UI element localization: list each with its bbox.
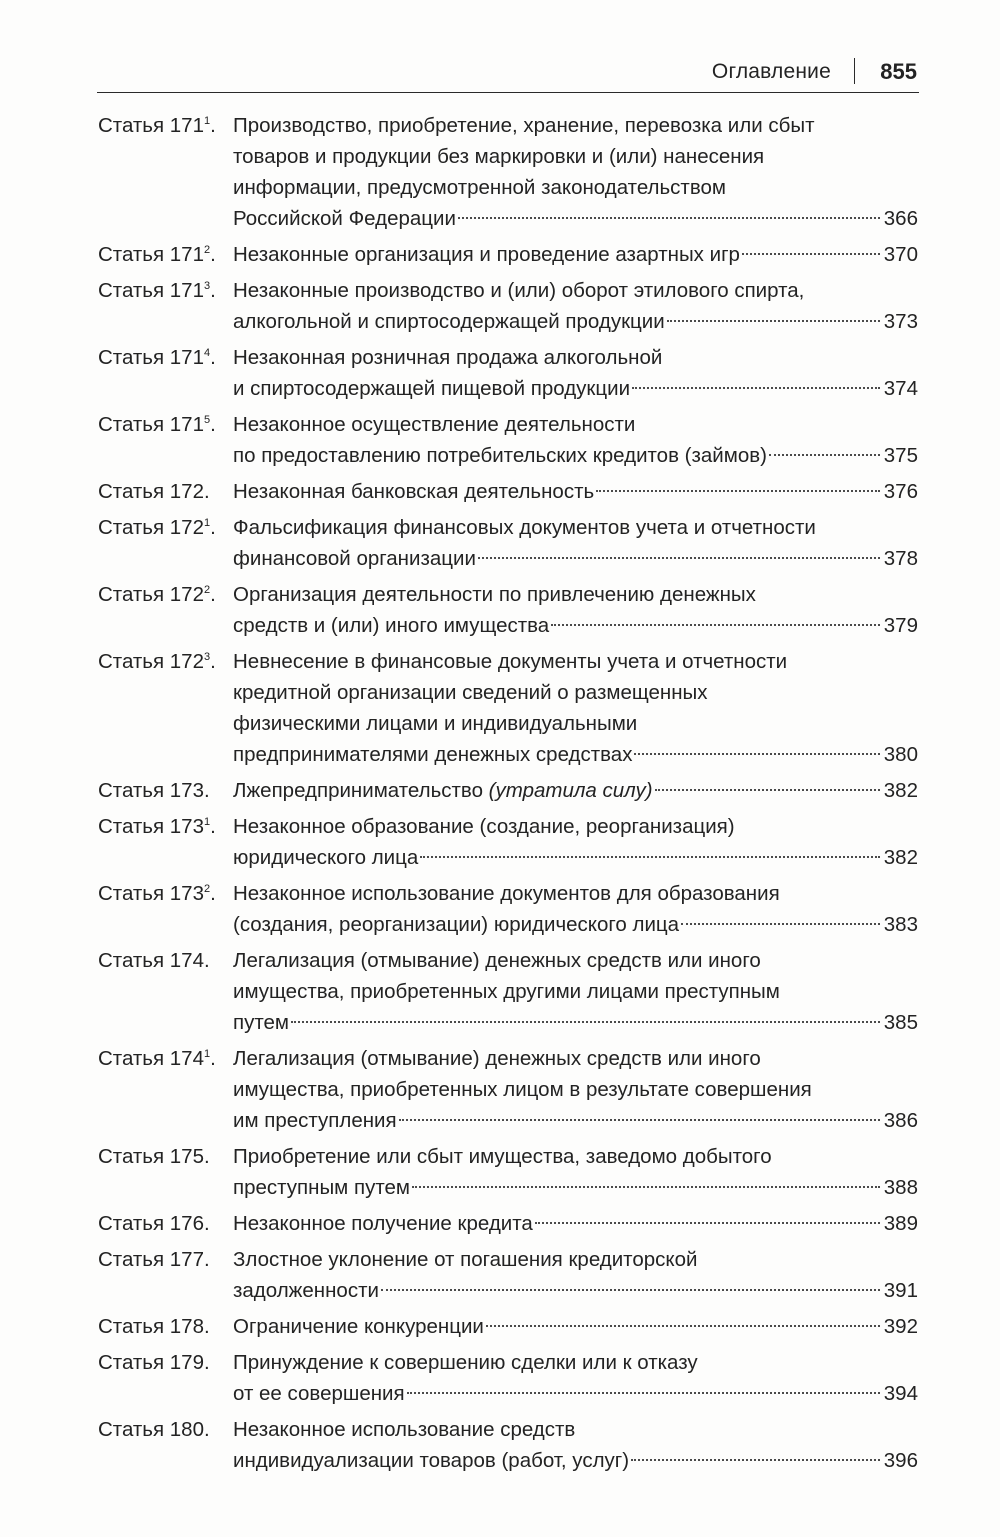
article-number: Статья 174 [98,1047,204,1070]
title-line-final [233,1172,410,1203]
title-text: преступным путем [233,1176,410,1199]
article-number: Статья 177. [98,1248,210,1271]
entry-page-number: 379 [883,614,918,637]
entry-page-number: 394 [883,1382,918,1405]
article-title [233,1414,918,1476]
dot-leader [458,217,880,219]
article-label [98,579,233,641]
table-of-contents [98,110,918,1481]
article-number: Статья 174. [98,949,210,972]
article-superscript: 1 [203,517,211,529]
page-number: 855 [880,59,917,84]
entry-page-number: 386 [883,1109,918,1132]
title-last-line [233,306,918,337]
article-superscript: 2 [203,244,211,256]
title-text: путем [233,1011,290,1034]
toc-entry [98,1311,918,1342]
article-title [233,512,918,574]
title-line: Незаконное использование средств [233,1418,576,1441]
title-note: (утратила силу) [488,779,653,802]
toc-entry [98,646,918,770]
article-number: Статья 178. [98,1315,210,1338]
dot-leader [631,1459,880,1461]
title-line-final [233,306,665,337]
title-text: алкогольной и спиртосодержащей продукции [233,310,665,333]
title-line-final [233,1445,629,1476]
article-title [233,1244,918,1306]
title-text: Незаконная банковская деятельность [233,480,595,503]
article-title [233,579,918,641]
article-number: Статья 173. [98,779,210,802]
entry-page-number: 375 [883,444,918,467]
entry-page-number: 392 [883,1315,918,1338]
title-last-line [233,476,918,507]
article-title [233,1141,918,1203]
article-superscript: 1 [203,1048,211,1060]
dot-leader [634,753,879,755]
title-text: средств и (или) иного имущества [233,614,550,637]
entry-page-number: 382 [883,846,918,869]
title-text: индивидуализации товаров (работ, услуг) [233,1449,630,1472]
toc-entry [98,275,918,337]
title-line-final [233,1378,405,1409]
dot-leader [667,320,880,322]
title-last-line [233,1172,918,1203]
entry-page-number: 388 [883,1176,918,1199]
article-title [233,239,918,270]
title-line: имущества, приобретенных другими лицами преступным [233,980,780,1003]
article-number: Статья 173 [98,882,204,905]
article-number: Статья 176. [98,1212,210,1235]
toc-entry [98,476,918,507]
dot-leader [399,1119,880,1121]
article-number: Статья 172. [98,480,210,503]
title-line-final [233,543,476,574]
article-label [98,512,233,574]
title-line: Незаконное использование документов для образования [233,882,780,905]
article-number: Статья 172 [98,516,204,539]
title-line: Приобретение или сбыт имущества, заведомо добытого [233,1145,772,1168]
dot-leader [535,1222,880,1224]
title-last-line [233,1378,918,1409]
entry-page-number: 396 [883,1449,918,1472]
article-title [233,275,918,337]
title-line-final [233,373,630,404]
article-number: Статья 171 [98,413,204,436]
article-dot: . [210,413,216,436]
entry-page-number: 378 [883,547,918,570]
title-last-line [233,610,918,641]
entry-page-number: 391 [883,1279,918,1302]
article-superscript: 3 [203,280,211,292]
title-line-final [233,476,594,507]
toc-entry [98,1208,918,1239]
title-line-final [233,775,653,806]
title-text: от ее совершения [233,1382,405,1405]
title-text: по предоставлению потребительских кредитов (займов) [233,444,767,467]
toc-entry [98,110,918,234]
article-dot: . [210,279,216,302]
title-line: информации, предусмотренной законодательством [233,176,726,199]
dot-leader [412,1186,880,1188]
title-line-final [233,1311,484,1342]
dot-leader [632,387,880,389]
article-title [233,1311,918,1342]
toc-entry [98,512,918,574]
title-text: Российской Федерации [233,207,456,230]
title-text: Лжепредпринимательство [233,779,489,802]
article-label [98,1043,233,1136]
article-title [233,646,918,770]
article-dot: . [210,243,216,266]
dot-leader [486,1325,880,1327]
article-dot: . [210,583,216,606]
article-number: Статья 180. [98,1418,210,1441]
article-title [233,110,918,234]
dot-leader [551,624,880,626]
dot-leader [291,1021,880,1023]
entry-page-number: 374 [883,377,918,400]
title-line-final [233,1007,289,1038]
dot-leader [407,1392,880,1394]
title-last-line [233,1007,918,1038]
title-text: (создания, реорганизации) юридического лица [233,913,680,936]
title-line: физическими лицами и индивидуальными [233,712,638,735]
title-line-final [233,1208,533,1239]
title-last-line [233,203,918,234]
title-text: Незаконные организация и проведение азартных игр [233,243,740,266]
toc-entry [98,342,918,404]
toc-entry [98,811,918,873]
entry-page-number: 389 [883,1212,918,1235]
title-line-final [233,909,679,940]
article-number: Статья 171 [98,114,204,137]
article-superscript: 2 [203,883,211,895]
title-line: имущества, приобретенных лицом в результате совершения [233,1078,812,1101]
title-text: Незаконное получение кредита [233,1212,533,1235]
article-dot: . [210,114,216,137]
title-line: Невнесение в финансовые документы учета и отчетности [233,650,788,673]
article-superscript: 1 [203,115,211,127]
toc-entry [98,409,918,471]
title-last-line [233,239,918,270]
title-text: финансовой организации [233,547,476,570]
dot-leader [596,490,880,492]
article-label [98,1208,233,1239]
title-last-line [233,1311,918,1342]
toc-entry [98,945,918,1038]
article-title [233,945,918,1038]
article-label [98,476,233,507]
toc-entry [98,579,918,641]
title-line-final [233,440,767,471]
article-label [98,1311,233,1342]
article-label [98,775,233,806]
article-title [233,1347,918,1409]
title-line: Легализация (отмывание) денежных средств или иного [233,949,761,972]
article-dot: . [210,1047,216,1070]
article-number: Статья 172 [98,650,204,673]
title-line: кредитной организации сведений о размещенных [233,681,708,704]
article-number: Статья 173 [98,815,204,838]
title-text: и спиртосодержащей пищевой продукции [233,377,631,400]
entry-page-number: 366 [883,207,918,230]
article-title [233,476,918,507]
article-label [98,409,233,471]
article-dot: . [210,650,216,673]
article-dot: . [210,882,216,905]
title-line: Легализация (отмывание) денежных средств или иного [233,1047,761,1070]
running-header [97,58,919,93]
article-superscript: 1 [203,816,211,828]
section-title: Оглавление [711,60,831,83]
article-label [98,1347,233,1409]
entry-page-number: 370 [883,243,918,266]
dot-leader [681,923,880,925]
toc-entry [98,1414,918,1476]
toc-entry [98,1244,918,1306]
article-title [233,811,918,873]
entry-page-number: 385 [883,1011,918,1034]
article-number: Статья 171 [98,243,204,266]
article-title [233,878,918,940]
article-title [233,342,918,404]
entry-page-number: 380 [883,743,918,766]
article-superscript: 3 [203,651,211,663]
title-last-line [233,1445,918,1476]
article-number: Статья 172 [98,583,204,606]
title-last-line [233,909,918,940]
title-line-final [233,239,740,270]
title-line-final [233,203,456,234]
toc-entry [98,878,918,940]
toc-entry [98,1141,918,1203]
article-dot: . [210,815,216,838]
title-text: предпринимателями денежных средствах [233,743,633,766]
toc-entry [98,1347,918,1409]
article-title [233,1043,918,1136]
entry-page-number: 382 [883,779,918,802]
header-separator [854,58,856,84]
title-line: Злостное уклонение от погашения кредиторской [233,1248,698,1271]
article-superscript: 5 [203,414,211,426]
article-label [98,811,233,873]
title-last-line [233,440,918,471]
article-dot: . [210,346,216,369]
title-line: Организация деятельности по привлечению денежных [233,583,756,606]
article-label [98,1414,233,1476]
title-last-line [233,739,918,770]
article-superscript: 2 [203,584,211,596]
article-label [98,1244,233,1306]
title-line: товаров и продукции без маркировки и (или) нанесения [233,145,765,168]
dot-leader [478,557,880,559]
article-label [98,275,233,337]
title-line-final [233,1105,397,1136]
title-last-line [233,775,918,806]
article-number: Статья 179. [98,1351,210,1374]
title-text: им преступления [233,1109,397,1132]
title-last-line [233,1275,918,1306]
title-last-line [233,842,918,873]
title-line-final [233,739,632,770]
article-label [98,110,233,234]
article-number: Статья 171 [98,346,204,369]
toc-entry [98,1043,918,1136]
dot-leader [381,1289,880,1291]
title-text: задолженности [233,1279,379,1302]
toc-entry [98,239,918,270]
title-line: Незаконные производство и (или) оборот этилового спирта, [233,279,805,302]
entry-page-number: 383 [883,913,918,936]
title-line: Производство, приобретение, хранение, перевозка или сбыт [233,114,815,137]
title-text: юридического лица [233,846,419,869]
article-dot: . [210,516,216,539]
article-label [98,878,233,940]
article-label [98,239,233,270]
article-title [233,409,918,471]
article-title [233,1208,918,1239]
dot-leader [655,789,880,791]
title-last-line [233,373,918,404]
title-line: Незаконное образование (создание, реорганизация) [233,815,735,838]
article-label [98,646,233,770]
title-last-line [233,543,918,574]
article-title [233,775,918,806]
entry-page-number: 376 [883,480,918,503]
dot-leader [769,454,880,456]
article-label [98,945,233,1038]
toc-entry [98,775,918,806]
dot-leader [742,253,880,255]
article-superscript: 4 [203,347,211,359]
article-label [98,342,233,404]
title-text: Ограничение конкуренции [233,1315,484,1338]
title-line-final [233,1275,379,1306]
entry-page-number: 373 [883,310,918,333]
title-last-line [233,1105,918,1136]
title-line: Незаконное осуществление деятельности [233,413,636,436]
dot-leader [420,856,880,858]
title-last-line [233,1208,918,1239]
title-line: Незаконная розничная продажа алкогольной [233,346,663,369]
title-line: Принуждение к совершению сделки или к отказу [233,1351,698,1374]
article-label [98,1141,233,1203]
title-line-final [233,610,549,641]
article-number: Статья 171 [98,279,204,302]
title-line-final [233,842,418,873]
title-line: Фальсификация финансовых документов учета и отчетности [233,516,816,539]
article-number: Статья 175. [98,1145,210,1168]
